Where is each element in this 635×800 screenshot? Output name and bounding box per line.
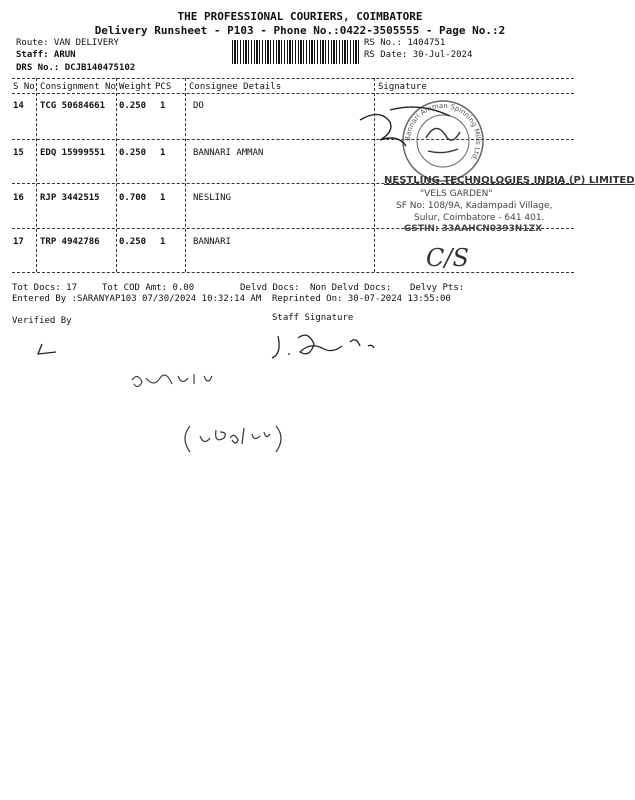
stamp-line-3: SF No: 108/9A, Kadampadi Village, <box>396 201 553 211</box>
row-weight: 0.250 <box>119 101 147 111</box>
col-header-signature: Signature <box>378 82 427 92</box>
row-sno: 17 <box>13 237 24 247</box>
stamp-company-name: NESTLING TECHNOLOGIES INDIA (P) LIMITED <box>384 175 635 186</box>
column-divider <box>116 78 117 272</box>
handwritten-cs: C/S <box>426 244 469 272</box>
stamp-line-5: GSTIN: 33AAHCN0393N1ZX <box>404 224 543 234</box>
total-docs: Tot Docs: 17 <box>12 283 78 293</box>
verifier-mark <box>30 340 70 360</box>
table-bottom-rule <box>12 272 574 273</box>
row-pcs: 1 <box>160 237 166 247</box>
col-header-pcs: PCS <box>155 82 172 92</box>
handwritten-scribble <box>128 368 218 390</box>
staff-signature-scribble <box>268 328 398 364</box>
row-rule <box>12 139 574 140</box>
rs-number: RS No.: 1404751 <box>364 38 446 48</box>
col-header-consignment: Consignment No <box>40 82 116 92</box>
row-consignment: EDQ 15999551 <box>40 148 106 158</box>
rs-date: RS Date: 30-Jul-2024 <box>364 50 473 60</box>
column-divider <box>36 78 37 272</box>
non-delivered-docs: Non Delvd Docs: <box>310 283 392 293</box>
row-consignee: DO <box>193 101 204 111</box>
row-pcs: 1 <box>160 193 166 203</box>
reprinted-on: Reprinted On: 30-07-2024 13:55:00 <box>272 294 451 304</box>
verified-by-label: Verified By <box>12 316 72 326</box>
delivered-docs: Delvd Docs: <box>240 283 300 293</box>
row-consignment: TCG 50684661 <box>40 101 106 111</box>
row-sno: 14 <box>13 101 24 111</box>
delivery-points: Delvy Pts: <box>410 283 465 293</box>
signature-scribble-1 <box>350 100 470 160</box>
column-divider <box>185 78 186 272</box>
row-pcs: 1 <box>160 148 166 158</box>
stamp-line-2: "VELS GARDEN" <box>420 189 493 199</box>
row-weight: 0.700 <box>119 193 147 203</box>
col-header-weight: Weight <box>119 82 152 92</box>
table-top-rule <box>12 78 574 79</box>
col-header-sno: S No <box>13 82 35 92</box>
route-label: Route: VAN DELIVERY <box>16 38 119 48</box>
row-sno: 16 <box>13 193 24 203</box>
runsheet-subtitle: Delivery Runsheet - P103 - Phone No.:0422-3505555 - Page No.:2 <box>94 24 506 37</box>
stamp-line-4: Sulur, Coimbatore - 641 401. <box>414 213 545 223</box>
row-consignee: BANNARI AMMAN <box>193 148 264 158</box>
handwritten-note-bracketed <box>178 422 288 456</box>
row-consignment: TRP 4942786 <box>40 237 100 247</box>
row-consignee: BANNARI <box>193 237 231 247</box>
company-title: THE PROFESSIONAL COURIERS, COIMBATORE <box>177 10 423 23</box>
total-cod-amount: Tot COD Amt: 0.00 <box>102 283 195 293</box>
drs-number: DRS No.: DCJB140475102 <box>16 63 136 73</box>
row-weight: 0.250 <box>119 237 147 247</box>
row-weight: 0.250 <box>119 148 147 158</box>
row-pcs: 1 <box>160 101 166 111</box>
col-header-consignee: Consignee Details <box>189 82 282 92</box>
row-consignment: RJP 3442515 <box>40 193 100 203</box>
entered-by: Entered By :SARANYAP103 07/30/2024 10:32:14 AM <box>12 294 262 304</box>
table-header-rule <box>12 93 574 94</box>
staff-signature-label: Staff Signature <box>272 313 354 323</box>
row-consignee: NESLING <box>193 193 231 203</box>
barcode <box>232 40 360 64</box>
round-seal-text: Bannari Amman Spinning Mills Ltd. <box>403 101 483 163</box>
row-sno: 15 <box>13 148 24 158</box>
staff-label: Staff: ARUN <box>16 50 76 60</box>
